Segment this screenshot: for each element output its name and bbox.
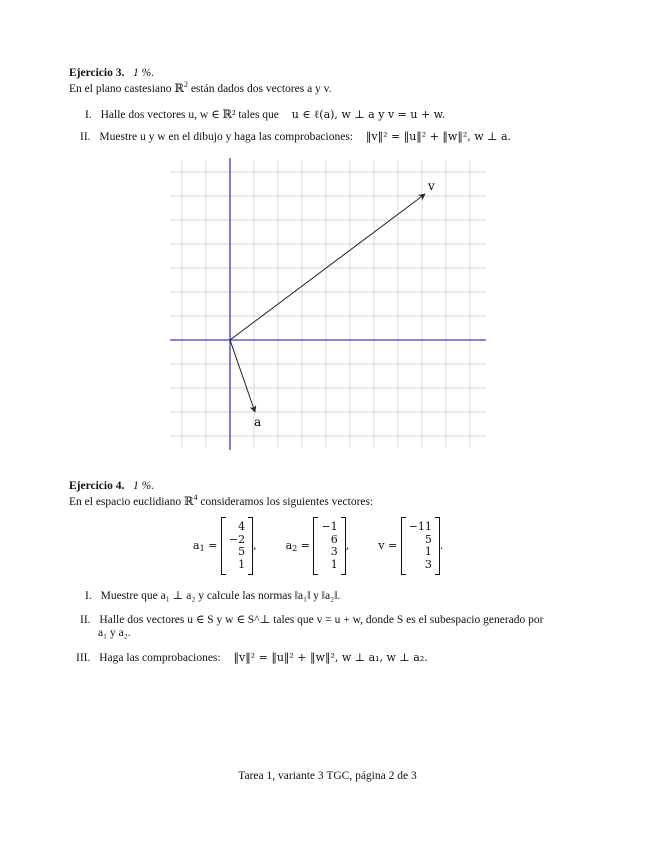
a1-label: $a_1$ bbox=[193, 539, 205, 553]
vector-v-arrow bbox=[230, 194, 425, 340]
ex3-item-1-num: I. bbox=[85, 109, 92, 121]
a2-label: $a_2$ bbox=[285, 539, 298, 553]
ex4-intro-pre: En el espacio euclidiano bbox=[69, 496, 184, 508]
ex4-item-1-text: Muestre que a₁ ⊥ a₂ y calcule las normas ‖a₁‖ y ‖a₂‖. bbox=[100, 590, 341, 602]
label-v: v bbox=[428, 179, 435, 193]
v-label: v bbox=[378, 539, 385, 552]
label-a: a bbox=[254, 415, 262, 429]
ex4-intro-R: ℝ bbox=[183, 496, 194, 508]
v-eq: = bbox=[387, 539, 398, 552]
ex4-item-3-text: Haga las comprobaciones: bbox=[99, 652, 221, 664]
ex4-item-2-num: II. bbox=[80, 614, 91, 626]
ex3-intro-R: ℝ bbox=[174, 83, 184, 95]
a2-eq: = bbox=[300, 539, 310, 552]
ex3-item-2-math: ‖v‖² = ‖u‖² + ‖w‖², w ⊥ a. bbox=[365, 130, 512, 143]
grid bbox=[170, 160, 486, 448]
v-period: . bbox=[439, 539, 444, 552]
ex3-item-1-math: u ∈ ℓ(a), w ⊥ a y v = u + w. bbox=[291, 108, 446, 121]
a2-vector: −1 6 3 1 bbox=[313, 517, 345, 575]
ex3-title: Ejercicio 3. bbox=[69, 67, 125, 79]
ex4-item-2-text-line2: a₁ y a₂. bbox=[98, 627, 131, 639]
v-vector: −11 5 1 3 bbox=[401, 517, 440, 575]
ex4-heading bbox=[69, 480, 154, 492]
ex4-item-3-num: III. bbox=[76, 652, 91, 664]
ex4-intro bbox=[69, 494, 373, 508]
ex3-intro-exp: 2 bbox=[183, 80, 188, 89]
a2-comma: , bbox=[345, 539, 350, 552]
ex4-item-1 bbox=[85, 588, 340, 602]
a1-vector: 4 −2 5 1 bbox=[221, 517, 253, 575]
ex3-intro-post: están dados dos vectores a y v. bbox=[187, 83, 332, 95]
ex3-item-2-num: II. bbox=[80, 131, 91, 143]
ex4-item-1-num: I. bbox=[85, 590, 92, 602]
page-footer: Tarea 1, variante 3 TGC, página 2 de 3 bbox=[238, 770, 417, 782]
ex4-item-3-math: ‖v‖² = ‖u‖² + ‖w‖², w ⊥ a₁, w ⊥ a₂. bbox=[233, 651, 428, 664]
a1-comma: , bbox=[253, 539, 257, 552]
ex3-item-1-text: Halle dos vectores u, w ∈ ℝ² tales que bbox=[100, 109, 279, 121]
ex4-item-2-line2 bbox=[98, 627, 131, 639]
a1-eq: = bbox=[208, 539, 218, 552]
ex3-item-2-text: Muestre u y w en el dibujo y haga las comprobaciones: bbox=[99, 131, 353, 143]
ex4-item-2-text-line1: Halle dos vectores u ∈ S y w ∈ S^⊥ tales que v = u + w, donde S es el subespacio generado por bbox=[99, 614, 544, 626]
ex4-intro-exp: 4 bbox=[193, 493, 198, 502]
ex4-item-3 bbox=[76, 651, 428, 664]
vector-a-arrow bbox=[230, 340, 255, 412]
vectors-display bbox=[193, 517, 443, 575]
ex3-intro-pre: En el plano castesiano bbox=[69, 83, 175, 95]
ex3-points: 1 %. bbox=[132, 67, 155, 79]
ex4-intro-post: consideramos los siguientes vectores: bbox=[197, 496, 374, 508]
ex4-points: 1 %. bbox=[132, 480, 155, 492]
ex4-item-2 bbox=[80, 612, 543, 626]
ex4-title: Ejercicio 4. bbox=[69, 480, 125, 492]
